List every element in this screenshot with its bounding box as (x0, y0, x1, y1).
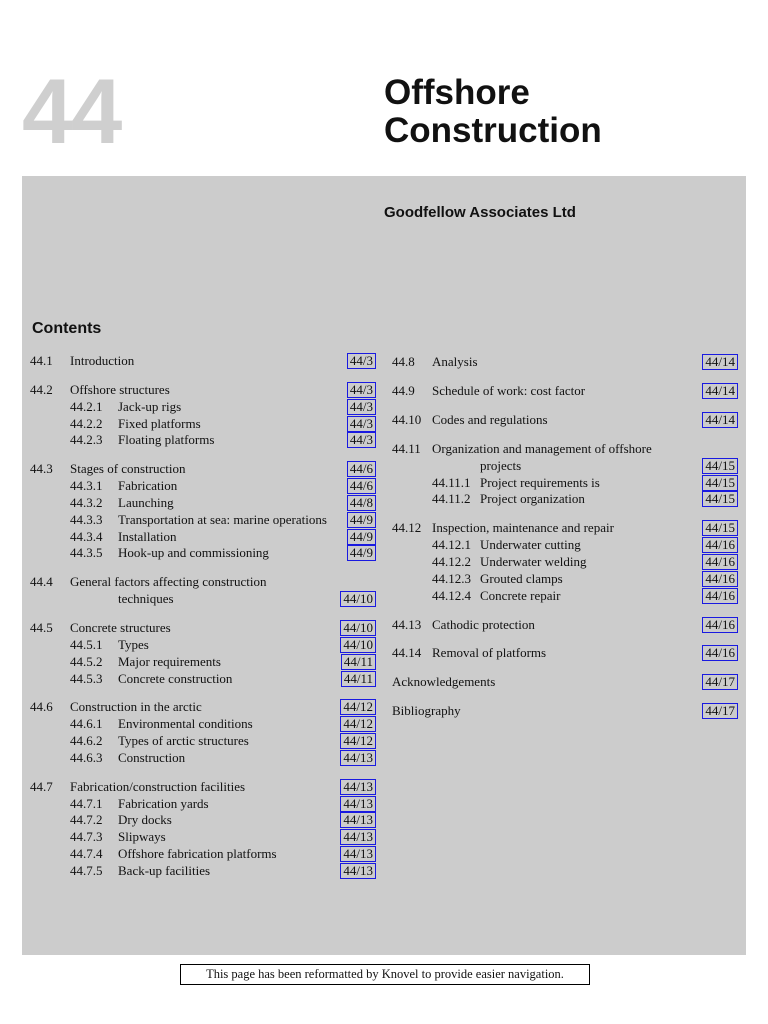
toc-entry-title: Grouted clamps (480, 570, 563, 586)
toc-entry (392, 703, 738, 720)
toc-entry (30, 796, 376, 813)
author-name: Goodfellow Associates Ltd (384, 204, 576, 221)
toc-entry (30, 416, 376, 433)
toc-entry (30, 353, 376, 370)
toc-entry (392, 383, 738, 400)
toc-page-link[interactable]: 44/15 (702, 475, 738, 491)
toc-page-link[interactable]: 44/15 (702, 458, 738, 474)
toc-page-link[interactable]: 44/3 (347, 399, 376, 415)
toc-entry-number: 44.3.4 (70, 528, 103, 544)
toc-entry-number: 44.7.3 (70, 829, 103, 845)
toc-entry (392, 475, 738, 492)
toc-entry-title: Concrete structures (70, 620, 171, 636)
toc-entry-number: 44.11.2 (432, 491, 471, 507)
toc-entry-number: 44.3.1 (70, 478, 103, 494)
toc-page-link[interactable]: 44/6 (347, 478, 376, 494)
toc-entry-title: Analysis (432, 354, 478, 369)
toc-entry-number: 44.3.5 (70, 545, 103, 561)
toc-page-link[interactable]: 44/16 (702, 588, 738, 604)
toc-entry-number: 44.3 (30, 461, 53, 477)
toc-entry-title: Offshore fabrication platforms (118, 846, 277, 862)
toc-page-link[interactable]: 44/17 (702, 674, 738, 690)
toc-page-link[interactable]: 44/13 (340, 750, 376, 766)
toc-entry-title: Environmental conditions (118, 716, 253, 732)
toc-entry (30, 432, 376, 449)
toc-entry-title: Construction (118, 749, 186, 765)
toc-entry-title: Inspection, maintenance and repair (432, 520, 614, 536)
toc-page-link[interactable]: 44/10 (340, 591, 376, 607)
toc-entry (30, 733, 376, 750)
toc-page-link[interactable]: 44/14 (702, 412, 738, 428)
toc-entry-title: Acknowledgements (392, 674, 496, 690)
toc-entry-title: Project organization (480, 491, 585, 507)
toc-page-link[interactable]: 44/16 (702, 571, 738, 587)
toc-entry (30, 779, 376, 796)
toc-entry-number: 44.2 (30, 381, 53, 397)
toc-entry-title: Major requirements (118, 653, 221, 669)
toc-entry-number: 44.6 (30, 699, 53, 715)
toc-entry-number: 44.12.3 (432, 570, 471, 586)
toc-entry-number: 44.5.3 (70, 670, 103, 686)
toc-page-link[interactable]: 44/13 (340, 829, 376, 845)
toc-entry-number: 44.7 (30, 778, 53, 794)
toc-entry-number: 44.1 (30, 353, 53, 368)
toc-page-link[interactable]: 44/13 (340, 796, 376, 812)
toc-page-link[interactable]: 44/8 (347, 495, 376, 511)
toc-page-link[interactable]: 44/9 (347, 529, 376, 545)
toc-entry (30, 574, 376, 591)
chapter-title-line2: Construction (384, 111, 602, 150)
toc-page-link[interactable]: 44/12 (340, 733, 376, 749)
toc-entry-title: Organization and management of offshore (432, 440, 652, 456)
contents-left-column (30, 353, 376, 880)
toc-entry-number: 44.14 (392, 645, 422, 661)
toc-entry-title: Types of arctic structures (118, 733, 249, 749)
toc-entry (392, 554, 738, 571)
toc-entry (392, 491, 738, 508)
toc-page-link[interactable]: 44/12 (340, 716, 376, 732)
contents-heading: Contents (32, 320, 102, 337)
toc-entry (30, 654, 376, 671)
toc-page-link[interactable]: 44/6 (347, 461, 376, 477)
toc-entry-title: Construction in the arctic (70, 699, 202, 715)
toc-entry-number: 44.3.3 (70, 511, 103, 527)
chapter-title (384, 74, 602, 150)
toc-entry (30, 512, 376, 529)
toc-entry-title: Installation (118, 528, 177, 544)
toc-page-link[interactable]: 44/3 (347, 353, 376, 369)
toc-entry-number: 44.10 (392, 411, 422, 427)
toc-page-link[interactable]: 44/11 (341, 671, 376, 687)
toc-entry (30, 545, 376, 562)
toc-entry (30, 716, 376, 733)
toc-entry-title: Hook-up and commissioning (118, 545, 269, 561)
toc-page-link[interactable]: 44/11 (341, 654, 376, 670)
toc-entry-number: 44.13 (392, 616, 422, 632)
toc-entry (392, 354, 738, 371)
toc-entry-number: 44.12.1 (432, 537, 471, 553)
toc-entry-title: Transportation at sea: marine operations (118, 511, 327, 527)
toc-entry-title: Concrete construction (118, 670, 233, 686)
toc-entry (392, 617, 738, 634)
toc-entry (30, 382, 376, 399)
toc-entry (30, 591, 376, 608)
toc-entry-title: Floating platforms (118, 432, 215, 448)
toc-entry (30, 812, 376, 829)
toc-page-link[interactable]: 44/3 (347, 382, 376, 398)
toc-entry-number: 44.11.1 (432, 474, 471, 490)
toc-entry (30, 750, 376, 767)
toc-entry (30, 399, 376, 416)
knovel-reformat-note: This page has been reformatted by Knovel to provide easier navigation. (180, 964, 590, 985)
toc-page-link[interactable]: 44/16 (702, 537, 738, 553)
toc-entry-title: Underwater cutting (480, 537, 581, 553)
toc-entry-title: Underwater welding (480, 553, 587, 569)
toc-page-link[interactable]: 44/10 (340, 637, 376, 653)
toc-entry-title: Fabrication (118, 478, 178, 494)
toc-entry (30, 863, 376, 880)
toc-entry-number: 44.5 (30, 620, 53, 636)
toc-page-link[interactable]: 44/16 (702, 617, 738, 633)
toc-entry (392, 674, 738, 691)
toc-page-link[interactable]: 44/14 (702, 383, 738, 399)
toc-page-link[interactable]: 44/17 (702, 703, 738, 719)
toc-entry-number: 44.3.2 (70, 494, 103, 510)
toc-entry-number: 44.5.2 (70, 653, 103, 669)
toc-entry (30, 699, 376, 716)
toc-page-link[interactable]: 44/12 (340, 699, 376, 715)
toc-entry-number: 44.6.2 (70, 733, 103, 749)
chapter-number: 44 (22, 61, 121, 163)
toc-page-link[interactable]: 44/10 (340, 620, 376, 636)
toc-entry-title: Concrete repair (480, 587, 561, 603)
toc-entry-title: Project requirements is (480, 474, 600, 490)
toc-entry-number: 44.7.1 (70, 795, 103, 811)
toc-entry-title: Schedule of work: cost factor (432, 382, 586, 398)
toc-entry-number: 44.7.4 (70, 846, 103, 862)
toc-entry-number: 44.2.1 (70, 398, 103, 414)
toc-entry-number: 44.6.3 (70, 749, 103, 765)
toc-entry-title: Offshore structures (70, 381, 170, 397)
toc-entry (392, 571, 738, 588)
toc-entry-title: techniques (118, 591, 174, 607)
toc-entry-number: 44.11 (392, 440, 421, 456)
toc-entry (392, 537, 738, 554)
toc-entry (392, 645, 738, 662)
toc-page-link[interactable]: 44/15 (702, 520, 738, 536)
toc-page-link[interactable]: 44/16 (702, 554, 738, 570)
toc-entry-number: 44.2.3 (70, 432, 103, 448)
toc-entry (30, 529, 376, 546)
toc-entry-number: 44.12 (392, 520, 422, 536)
toc-entry-number: 44.6.1 (70, 716, 103, 732)
toc-entry (392, 412, 738, 429)
toc-entry-title: Fabrication yards (118, 795, 209, 811)
toc-entry-number: 44.12.2 (432, 553, 471, 569)
toc-entry-title: Dry docks (118, 812, 172, 828)
toc-entry (30, 846, 376, 863)
toc-entry-number: 44.7.5 (70, 862, 103, 878)
toc-entry (392, 520, 738, 537)
toc-entry (392, 588, 738, 605)
toc-entry-title: Stages of construction (70, 461, 186, 477)
toc-entry-title: Codes and regulations (432, 411, 548, 427)
toc-entry-number: 44.7.2 (70, 812, 103, 828)
toc-entry (30, 671, 376, 688)
toc-page-link[interactable]: 44/9 (347, 545, 376, 561)
toc-entry-title: Introduction (70, 353, 135, 368)
toc-page-link[interactable]: 44/13 (340, 846, 376, 862)
toc-page-link[interactable]: 44/13 (340, 812, 376, 828)
toc-entry (30, 461, 376, 478)
toc-page-link[interactable]: 44/15 (702, 491, 738, 507)
toc-entry (30, 495, 376, 512)
toc-page-link[interactable]: 44/14 (702, 354, 738, 370)
toc-entry-number: 44.5.1 (70, 636, 103, 652)
toc-entry (392, 441, 738, 458)
toc-page-link[interactable]: 44/3 (347, 416, 376, 432)
toc-entry (30, 620, 376, 637)
toc-entry-title: projects (480, 457, 522, 473)
toc-page-link[interactable]: 44/16 (702, 645, 738, 661)
chapter-title-line1: Offshore (384, 73, 530, 112)
toc-entry-title: Bibliography (392, 703, 461, 719)
toc-entry-number: 44.8 (392, 354, 415, 369)
toc-entry-title: Fabrication/construction facilities (70, 778, 246, 794)
toc-entry-number: 44.4 (30, 574, 53, 590)
toc-entry-title: Fixed platforms (118, 415, 201, 431)
toc-entry (30, 637, 376, 654)
contents-right-column (392, 354, 738, 720)
toc-page-link[interactable]: 44/13 (340, 779, 376, 795)
toc-entry (392, 458, 738, 475)
toc-entry-number: 44.2.2 (70, 415, 103, 431)
toc-entry-title: General factors affecting construction (70, 574, 267, 590)
toc-entry-number: 44.12.4 (432, 587, 471, 603)
toc-entry-number: 44.9 (392, 382, 415, 398)
toc-entry-title: Cathodic protection (432, 616, 535, 632)
toc-entry-title: Back-up facilities (118, 862, 211, 878)
toc-entry-title: Types (118, 636, 149, 652)
toc-entry-title: Jack-up rigs (118, 398, 182, 414)
toc-page-link[interactable]: 44/3 (347, 432, 376, 448)
toc-entry (30, 829, 376, 846)
toc-page-link[interactable]: 44/13 (340, 863, 376, 879)
toc-page-link[interactable]: 44/9 (347, 512, 376, 528)
toc-entry-title: Removal of platforms (432, 645, 547, 661)
toc-entry (30, 478, 376, 495)
toc-entry-title: Slipways (118, 829, 166, 845)
toc-entry-title: Launching (118, 494, 174, 510)
